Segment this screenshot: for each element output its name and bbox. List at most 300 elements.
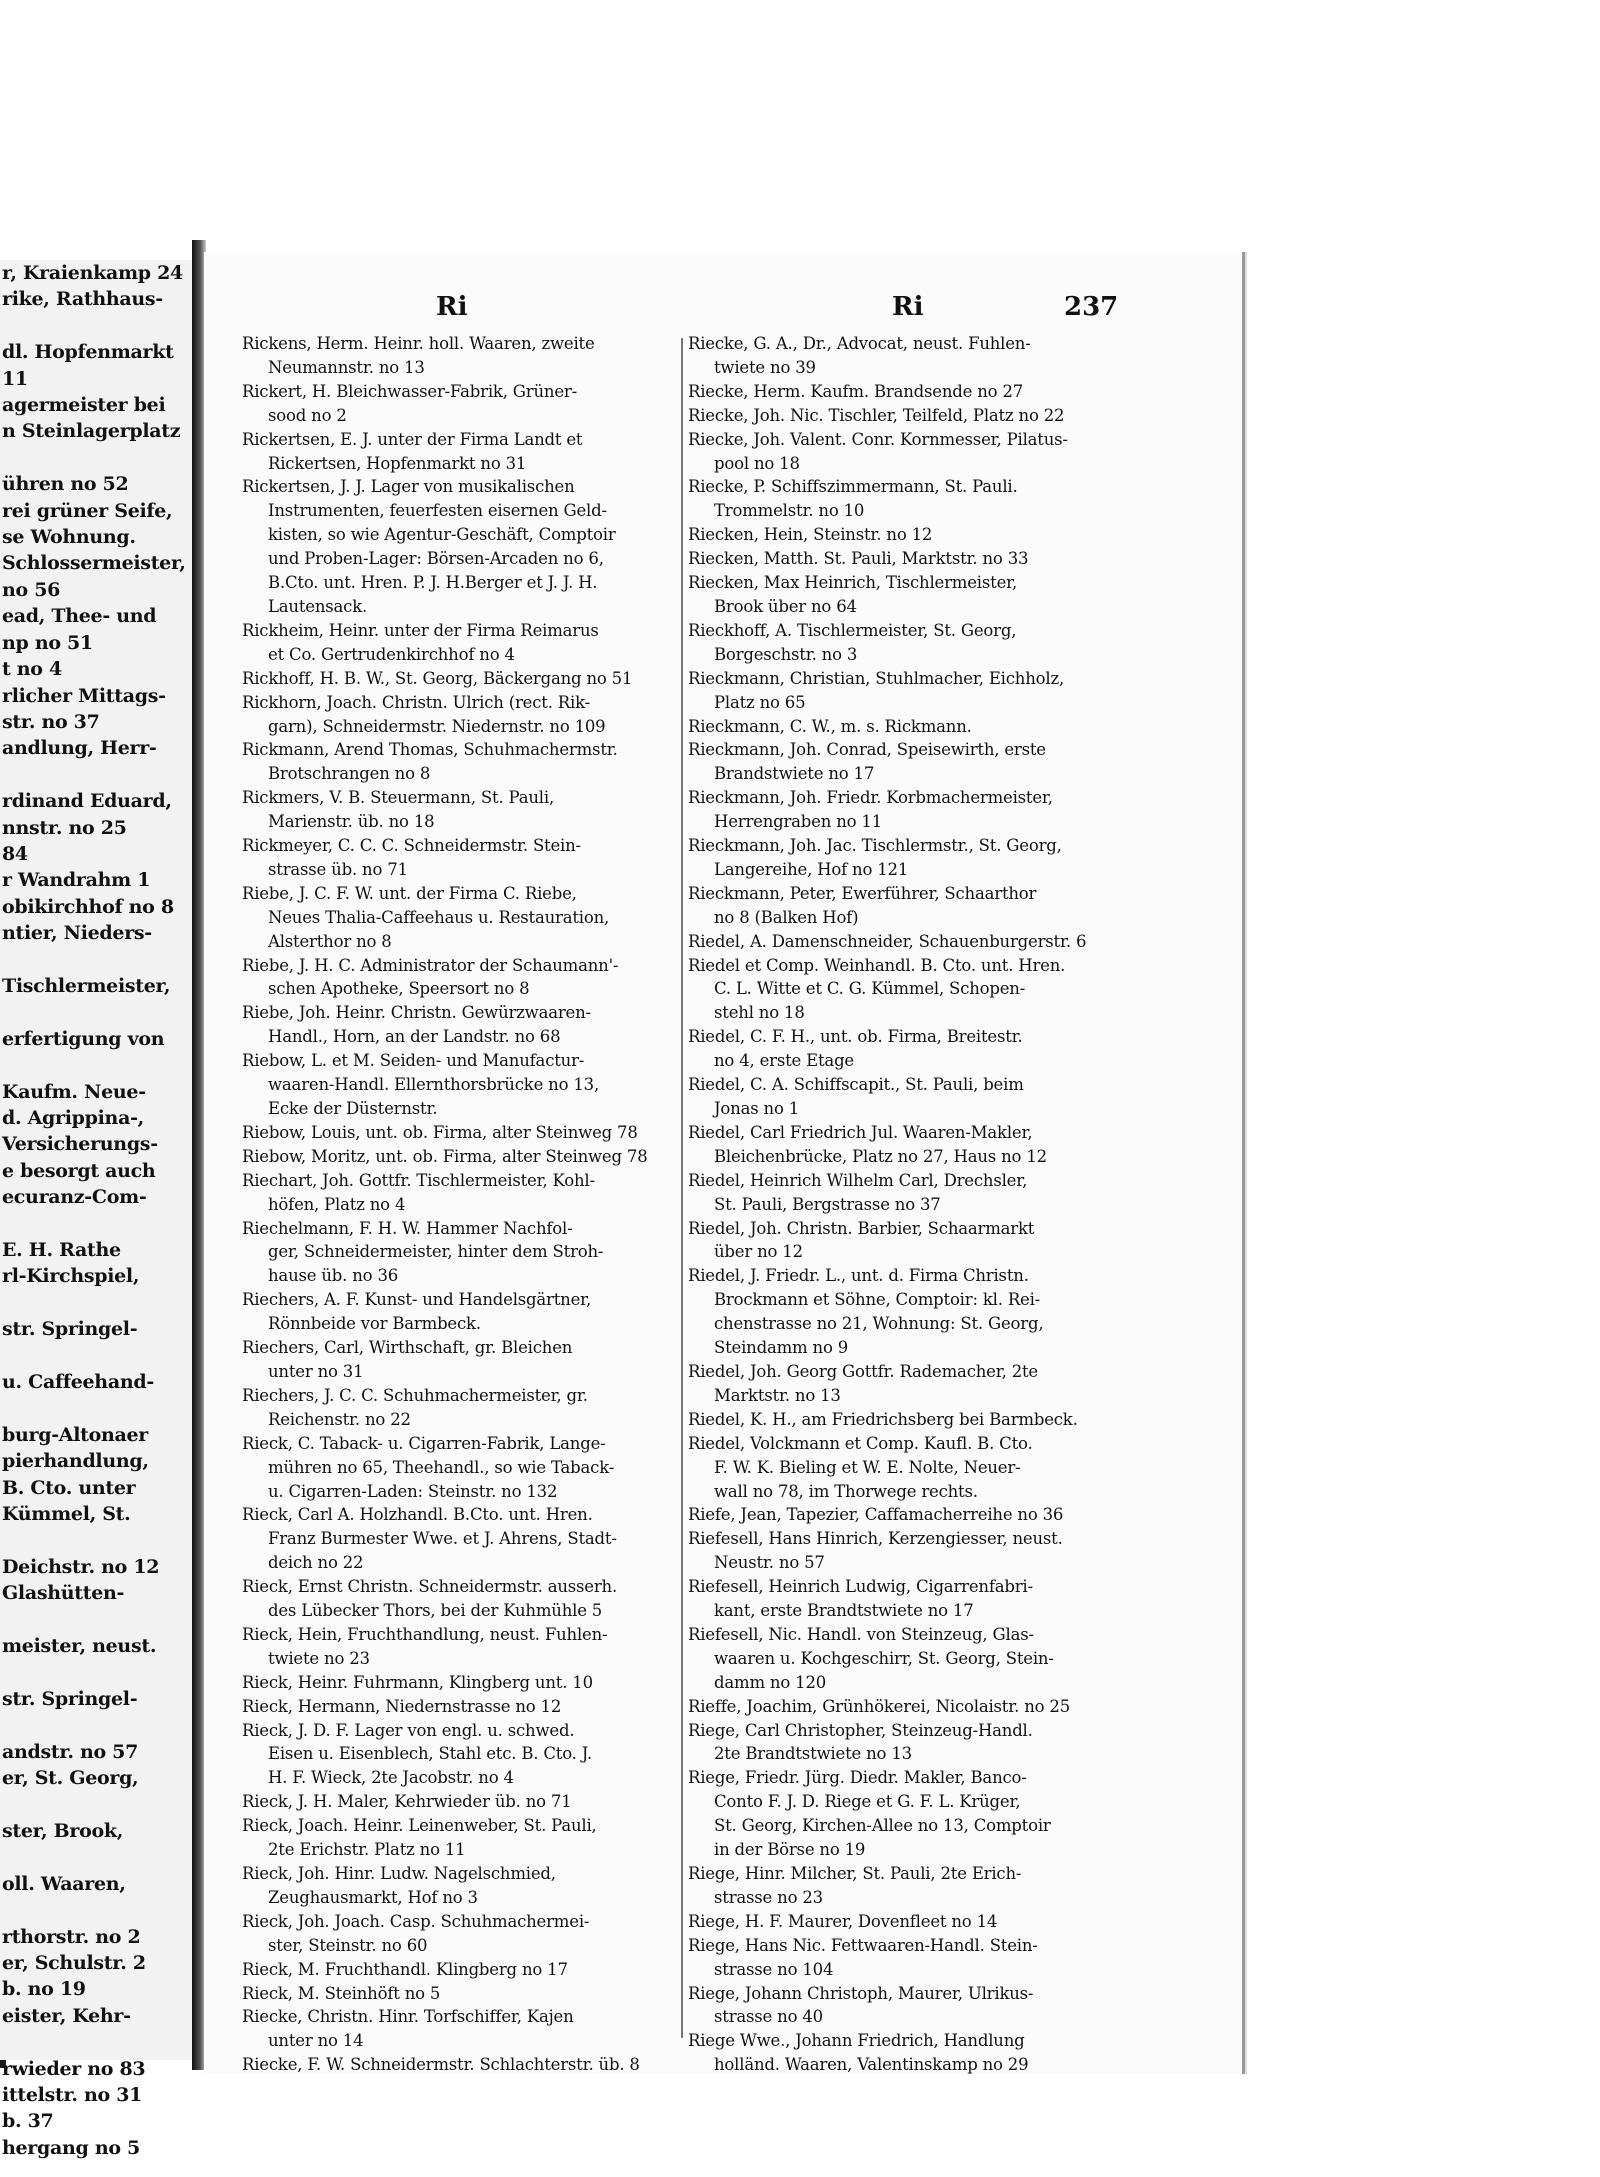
entry-line: waaren u. Kochgeschirr, St. Georg, Stein- [714,1648,1054,1668]
directory-entry [242,2005,678,2053]
fragment-line: ittelstr. no 31 [2,2084,143,2107]
entry-line: Platz no 65 [714,692,806,712]
fragment-line: meister, neust. [2,1635,157,1658]
directory-entry [242,1169,678,1217]
entry-line: ger, Schneidermeister, hinter dem Stroh- [268,1242,604,1262]
fragment-line: er, St. Georg, [2,1767,139,1790]
directory-entry [242,2053,678,2077]
entry-line: Trommelstr. no 10 [714,501,865,521]
entry-line: Riege, Friedr. Jürg. Diedr. Makler, Banco- [688,1768,1027,1788]
fragment-line: Kaufm. Neue- [2,1080,146,1103]
entry-line: in der Börse no 19 [714,1840,866,1860]
fragment-line: Versicherungs- [2,1133,158,1156]
fragment-line [0,1290,192,1316]
fragment-line: rwieder no 83 [2,2057,146,2080]
entry-line: Rickheim, Heinr. unter der Firma Reimarus [242,620,599,640]
entry-line: Riege, Hinr. Milcher, St. Pauli, 2te Erich- [688,1864,1022,1883]
entry-line: Riedel, J. Friedr. L., unt. d. Firma Christn. [688,1266,1029,1286]
fragment-line: se Wohnung. [2,526,136,549]
entry-line: Langereihe, Hof no 121 [714,859,909,879]
fragment-line: u. Caffeehand- [2,1371,154,1394]
fragment-line: Glashütten- [2,1582,125,1605]
directory-entry [242,834,678,882]
entry-line: Franz Burmester Wwe. et J. Ahrens, Stadt- [268,1529,617,1549]
entry-line: Rieckmann, Peter, Ewerführer, Schaarthor [688,883,1037,903]
entry-line: des Lübecker Thors, bei der Kuhmühle 5 [268,1601,603,1621]
entry-line: H. F. Wieck, 2te Jacobstr. no 4 [268,1768,514,1788]
directory-entry [688,2029,1124,2077]
entry-line: Riechers, A. F. Kunst- und Handelsgärtner, [242,1290,592,1310]
entry-line: Riecke, Herm. Kaufm. Brandsende no 27 [688,381,1024,401]
entry-line: Marienstr. üb. no 18 [268,812,435,832]
entry-line: Riedel, A. Damenschneider, Schauenburgerstr. 6 [688,931,1087,951]
fragment-line: str. Springel- [2,1318,138,1341]
fragment-line [0,1712,192,1738]
entry-line: Riedel, Carl Friedrich Jul. Waaren-Makler, [688,1122,1033,1142]
directory-entry [242,1958,678,1982]
running-head-left: Ri [436,292,468,322]
entry-line: strasse üb. no 71 [268,859,408,879]
directory-entry [688,1527,1124,1575]
directory-entry [242,1384,678,1432]
fragment-line: b. no 19 [2,1978,86,2001]
entry-line: Rieckmann, Christian, Stuhlmacher, Eichholz, [688,668,1064,688]
fragment-line: andstr. no 57 [2,1740,139,1763]
directory-entry [688,1910,1124,1934]
directory-entry [688,786,1124,834]
fragment-line [0,1844,192,1870]
entry-line: Rieckmann, Joh. Friedr. Korbmachermeister, [688,788,1053,808]
fragment-line: ntier, Nieders- [2,922,152,945]
fragment-line: ecuranz-Com- [2,1186,147,1209]
directory-entry [688,1360,1124,1408]
entry-line: 2te Brandtstwiete no 13 [714,1744,912,1764]
entry-line: Rieck, M. Fruchthandl. Klingberg no 17 [242,1959,568,1979]
directory-entry [242,619,678,667]
directory-entry [688,1121,1124,1169]
entry-line: Rickmann, Arend Thomas, Schuhmachermstr. [242,740,618,760]
entry-line: Riege Wwe., Johann Friedrich, Handlung [688,2031,1025,2051]
fragment-line: n Steinlagerplatz [2,420,181,443]
directory-entry [242,738,678,786]
directory-entry [688,1695,1124,1719]
directory-entry [688,882,1124,930]
entry-line: Rieck, J. D. F. Lager von engl. u. schwed. [242,1720,575,1740]
entry-line: Rieck, Carl A. Holzhandl. B.Cto. unt. Hren. [242,1505,593,1525]
entry-line: kant, erste Brandtstwiete no 17 [714,1601,974,1621]
fragment-line: rlicher Mittags- [2,684,166,707]
fragment-line [0,1211,192,1237]
entry-line: stehl no 18 [714,1003,805,1023]
entry-line: Reichenstr. no 22 [268,1409,411,1429]
entry-line: Riecke, G. A., Dr., Advocat, neust. Fuhlen- [688,334,1031,353]
entry-line: Neumannstr. no 13 [268,357,425,377]
fragment-line [0,1528,192,1554]
entry-line: ster, Steinstr. no 60 [268,1935,428,1955]
directory-entry [688,738,1124,786]
entry-line: Rickhorn, Joach. Christn. Ulrich (rect. Rik- [242,692,590,712]
entry-line: hause üb. no 36 [268,1266,399,1286]
left-column [242,332,678,2077]
fragment-line: agermeister bei [2,394,166,417]
entry-line: über no 12 [714,1242,803,1262]
entry-line: sood no 2 [268,405,347,425]
entry-line: Riedel, C. A. Schiffscapit., St. Pauli, beim [688,1075,1024,1095]
left-page-fragment [0,260,194,2159]
entry-line: Rieck, Joach. Heinr. Leinenweber, St. Pauli, [242,1816,597,1836]
fragment-line: Deichstr. no 12 [2,1555,160,1578]
entry-line: Lautensack. [268,596,368,616]
entry-line: Brandstwiete no 17 [714,764,875,784]
directory-entry [242,691,678,739]
fragment-line: dl. Hopfenmarkt [2,341,174,364]
entry-line: unter no 31 [268,1361,364,1381]
entry-line: höfen, Platz no 4 [268,1194,406,1214]
directory-entry [688,1025,1124,1073]
entry-line: damm no 120 [714,1672,827,1692]
directory-entry [688,1217,1124,1265]
entry-line: Borgeschstr. no 3 [714,644,858,664]
entry-line: Zeughausmarkt, Hof no 3 [268,1887,478,1907]
fragment-line [0,2029,192,2055]
entry-line: Rickertsen, Hopfenmarkt no 31 [268,453,527,473]
directory-entry [688,619,1124,667]
directory-entry [242,1814,678,1862]
directory-entry [242,882,678,954]
entry-line: Riebow, L. et M. Seiden- und Manufactur- [242,1051,585,1071]
column-divider [681,338,683,2038]
directory-entry [688,428,1124,476]
entry-line: B.Cto. unt. Hren. P. J. H.Berger et J. J. H. [268,573,598,593]
entry-line: Rickertsen, E. J. unter der Firma Landt et [242,429,583,449]
entry-line: Rieck, Hein, Fruchthandlung, neust. Fuhlen- [242,1624,608,1644]
entry-line: Riege, Johann Christoph, Maurer, Ulrikus- [688,1983,1034,2003]
entry-line: Rieck, Joh. Joach. Casp. Schuhmachermei- [242,1911,590,1931]
directory-entry [688,954,1124,1026]
entry-line: Riedel, Volckmann et Comp. Kaufl. B. Cto. [688,1433,1033,1453]
entry-line: Rieck, Ernst Christn. Schneidermstr. ausserh. [242,1577,618,1597]
directory-page [204,252,1245,2074]
entry-line: twiete no 39 [714,357,816,377]
entry-line: Riege, H. F. Maurer, Dovenfleet no 14 [688,1911,998,1931]
entry-line: Marktstr. no 13 [714,1385,841,1405]
entry-line: Riechart, Joh. Gottfr. Tischlermeister, Kohl- [242,1170,595,1190]
entry-line: St. Georg, Kirchen-Allee no 13, Comptoir [714,1816,1051,1836]
entry-line: Rieck, M. Steinhöft no 5 [242,1983,441,2003]
directory-entry [242,1432,678,1504]
directory-entry [688,1408,1124,1432]
entry-line: Eisen u. Eisenblech, Stahl etc. B. Cto. J. [268,1744,592,1764]
directory-entry [242,1982,678,2006]
entry-line: Rönnbeide vor Barmbeck. [268,1314,481,1334]
directory-entry [688,380,1124,404]
entry-line: Rieck, Joh. Hinr. Ludw. Nagelschmied, [242,1864,556,1883]
entry-line: Bleichenbrücke, Platz no 27, Haus no 12 [714,1146,1047,1166]
entry-line: Riebe, J. H. C. Administrator der Schaumann'- [242,955,619,975]
entry-line: Riege, Hans Nic. Fettwaaren-Handl. Stein- [688,1935,1038,1955]
fragment-line: 11 [2,367,28,390]
right-column [688,332,1124,2077]
entry-line: Rickhoff, H. B. W., St. Georg, Bäckergang no 51 [242,668,633,688]
entry-line: holländ. Waaren, Valentinskamp no 29 [714,2055,1029,2075]
fragment-line: ühren no 52 [2,473,129,496]
entry-line: Riedel, K. H., am Friedrichsberg bei Barmbeck. [688,1409,1078,1429]
directory-entry [242,1121,678,1145]
directory-entry [242,1217,678,1289]
fragment-line: erfertigung von [2,1027,165,1050]
directory-entry [688,667,1124,715]
directory-entry [242,1336,678,1384]
entry-line: u. Cigarren-Laden: Steinstr. no 132 [268,1481,558,1501]
entry-line: waaren-Handl. Ellernthorsbrücke no 13, [268,1075,600,1095]
fragment-line: ster, Brook, [2,1819,124,1842]
directory-entry [688,1503,1124,1527]
entry-line: Riefesell, Nic. Handl. von Steinzeug, Glas- [688,1624,1034,1644]
directory-entry [242,954,678,1002]
entry-line: Jonas no 1 [714,1099,800,1118]
fragment-line: pierhandlung, [2,1450,149,1473]
entry-line: Riecke, Joh. Valent. Conr. Kornmesser, Pilatus- [688,429,1068,449]
fragment-line: eister, Kehr- [2,2004,131,2027]
directory-entry [688,1862,1124,1910]
entry-line: Rickert, H. Bleichwasser-Fabrik, Grüner- [242,381,577,401]
directory-entry [242,1695,678,1719]
entry-line: Riebe, Joh. Heinr. Christn. Gewürzwaaren- [242,1003,591,1023]
entry-line: 2te Erichstr. Platz no 11 [268,1840,466,1860]
entry-line: und Proben-Lager: Börsen-Arcaden no 6, [268,549,604,569]
fragment-line: t no 4 [2,658,62,681]
entry-line: wall no 78, im Thorwege rechts. [714,1481,978,1501]
directory-entry [242,1790,678,1814]
fragment-line [0,1343,192,1369]
entry-line: Brotschrangen no 8 [268,764,431,784]
fragment-line: Tischlermeister, [2,974,171,997]
entry-line: Rickertsen, J. J. Lager von musikalischen [242,477,575,497]
entry-line: unter no 14 [268,2031,364,2051]
directory-entry [242,1049,678,1121]
directory-entry [688,1934,1124,1982]
directory-entry [242,1719,678,1791]
fragment-line [0,1897,192,1923]
entry-line: Rickmers, V. B. Steuermann, St. Pauli, [242,788,554,808]
fragment-line [0,1607,192,1633]
fragment-line [0,313,192,339]
entry-line: Rieckmann, Joh. Jac. Tischlermstr., St. Georg, [688,836,1062,856]
directory-entry [242,475,678,618]
fragment-line: d. Agrippina-, [2,1107,144,1129]
directory-entry [688,1575,1124,1623]
entry-line: mühren no 65, Theehandl., so wie Taback- [268,1457,615,1477]
entry-line: kisten, so wie Agentur-Geschäft, Comptoir [268,525,616,545]
fragment-line: rike, Rathhaus- [2,288,163,311]
directory-entry [688,404,1124,428]
entry-line: Riecke, Joh. Nic. Tischler, Teilfeld, Platz no 22 [688,405,1065,425]
directory-entry [688,1719,1124,1767]
entry-line: deich no 22 [268,1553,364,1573]
fragment-line: b. 37 [2,2110,54,2133]
fragment-line: e besorgt auch [2,1159,156,1182]
fragment-line: r, Kraienkamp 24 [2,262,183,284]
directory-entry [688,1432,1124,1504]
fragment-line: rl-Kirchspiel, [2,1265,140,1288]
fragment-line: Kümmel, St. [2,1503,131,1526]
fragment-line: str. no 37 [2,710,100,733]
directory-entry [688,1766,1124,1862]
entry-line: Riefesell, Hans Hinrich, Kerzengiesser, neust. [688,1529,1063,1549]
fragment-line: no 56 [2,578,61,601]
directory-entry [688,475,1124,523]
entry-line: Handl., Horn, an der Landstr. no 68 [268,1027,561,1047]
entry-line: Conto F. J. D. Riege et G. F. L. Krüger, [714,1792,1021,1812]
directory-entry [242,1001,678,1049]
fragment-line: hergang no 5 [2,2136,140,2159]
entry-line: Steindamm no 9 [714,1338,849,1358]
directory-entry [688,715,1124,739]
fragment-line: Schlossermeister, [2,552,186,575]
entry-line: no 8 (Balken Hof) [714,907,859,927]
directory-entry [242,380,678,428]
fragment-line: str. Springel- [2,1687,138,1710]
fragment-line: B. Cto. unter [2,1476,136,1499]
fragment-line: np no 51 [2,631,93,654]
fragment-line: andlung, Herr- [2,737,157,760]
entry-line: Alsterthor no 8 [268,931,392,951]
directory-entry [242,786,678,834]
fragment-line: E. H. Rathe [2,1239,121,1262]
fragment-line: rthorstr. no 2 [2,1925,141,1948]
directory-entry [688,523,1124,547]
directory-entry [688,547,1124,571]
entry-line: Riecke, P. Schiffszimmermann, St. Pauli. [688,477,1018,497]
entry-line: Instrumenten, feuerfesten eisernen Geld- [268,501,607,521]
fragment-line [0,999,192,1025]
entry-line: Herrengraben no 11 [714,812,883,832]
entry-line: Brockmann et Söhne, Comptoir: kl. Rei- [714,1290,1041,1310]
directory-entry [242,1862,678,1910]
directory-entry [242,1623,678,1671]
entry-line: Rieck, Heinr. Fuhrmann, Klingberg unt. 10 [242,1672,593,1692]
fragment-line [0,947,192,973]
entry-line: strasse no 23 [714,1887,823,1907]
entry-line: Rieckmann, C. W., m. s. Rickmann. [688,716,972,736]
entry-line: garn), Schneidermstr. Niedernstr. no 109 [268,716,606,736]
entry-line: Rieck, Hermann, Niedernstrasse no 12 [242,1696,562,1716]
directory-entry [688,1264,1124,1360]
entry-line: et Co. Gertrudenkirchhof no 4 [268,644,515,664]
entry-line: no 4, erste Etage [714,1051,854,1071]
fragment-line: burg-Altonaer [2,1423,149,1446]
entry-line: Riechers, J. C. C. Schuhmachermeister, gr. [242,1385,588,1405]
entry-line: Riecken, Hein, Steinstr. no 12 [688,525,933,545]
entry-line: Riecken, Max Heinrich, Tischlermeister, [688,573,1018,593]
directory-entry [242,1145,678,1169]
directory-entry [242,428,678,476]
directory-entry [688,571,1124,619]
directory-entry [242,1910,678,1958]
entry-line: Riedel et Comp. Weinhandl. B. Cto. unt. Hren. [688,955,1066,975]
directory-entry [688,1169,1124,1217]
entry-line: Rieffe, Joachim, Grünhökerei, Nicolaistr. no 25 [688,1696,1071,1716]
entry-line: strasse no 104 [714,1959,834,1979]
fragment-line [0,1395,192,1421]
fragment-line [0,762,192,788]
directory-entry [688,1073,1124,1121]
directory-entry [242,1575,678,1623]
directory-entry [242,1503,678,1575]
entry-line: Rieck, C. Taback- u. Cigarren-Fabrik, Lange- [242,1433,606,1453]
entry-line: Riedel, Joh. Christn. Barbier, Schaarmarkt [688,1218,1035,1238]
entry-line: Neues Thalia-Caffeehaus u. Restauration, [268,907,610,927]
entry-line: St. Pauli, Bergstrasse no 37 [714,1194,941,1214]
entry-line: Riefe, Jean, Tapezier, Caffamacherreihe no 36 [688,1505,1064,1525]
entry-line: Riechers, Carl, Wirthschaft, gr. Bleichen [242,1338,573,1358]
entry-line: Neustr. no 57 [714,1553,825,1573]
fragment-line: er, Schulstr. 2 [2,1952,146,1974]
entry-line: Ecke der Düsternstr. [268,1099,438,1118]
fragment-line: 84 [2,842,28,865]
entry-line: Rieckhoff, A. Tischlermeister, St. Georg, [688,620,1017,640]
entry-line: Riedel, Joh. Georg Gottfr. Rademacher, 2te [688,1361,1038,1381]
entry-line: Riechelmann, F. H. W. Hammer Nachfol- [242,1218,573,1238]
entry-line: Riebow, Louis, unt. ob. Firma, alter Steinweg 78 [242,1122,638,1142]
fragment-line [0,1052,192,1078]
directory-entry [688,930,1124,954]
directory-entry [688,332,1124,380]
directory-entry [688,834,1124,882]
fragment-line: oll. Waaren, [2,1872,126,1895]
running-head-right: Ri [892,292,924,322]
entry-line: C. L. Witte et C. G. Kümmel, Schopen- [714,979,1026,999]
fragment-line [0,445,192,471]
fragment-line: r Wandrahm 1 [2,869,151,892]
entry-line: Rieckmann, Joh. Conrad, Speisewirth, erste [688,740,1046,760]
entry-line: chenstrasse no 21, Wohnung: St. Georg, [714,1314,1044,1334]
entry-line: Rieck, J. H. Maler, Kehrwieder üb. no 71 [242,1792,572,1812]
entry-line: pool no 18 [714,453,800,473]
directory-entry [242,332,678,380]
entry-line: Rickmeyer, C. C. C. Schneidermstr. Stein- [242,836,581,856]
entry-line: Riecke, F. W. Schneidermstr. Schlachterstr. üb. 8 [242,2055,640,2075]
fragment-line: rdinand Eduard, [2,790,172,813]
page-number: 237 [1064,292,1119,322]
entry-line: strasse no 40 [714,2007,823,2027]
entry-line: twiete no 23 [268,1648,370,1668]
entry-line: Riefesell, Heinrich Ludwig, Cigarrenfabri- [688,1577,1033,1597]
entry-line: Riedel, C. F. H., unt. ob. Firma, Breitestr. [688,1027,1023,1047]
entry-line: schen Apotheke, Speersort no 8 [268,979,530,999]
entry-line: Rickens, Herm. Heinr. holl. Waaren, zweite [242,334,595,353]
directory-entry [242,1288,678,1336]
entry-line: Riege, Carl Christopher, Steinzeug-Handl. [688,1720,1033,1740]
fragment-line [0,1660,192,1686]
fragment-line [0,1792,192,1818]
entry-line: Riebow, Moritz, unt. ob. Firma, alter Steinweg 78 [242,1146,648,1166]
fragment-line: ead, Thee- und [2,605,157,628]
directory-entry [242,667,678,691]
entry-line: Riecken, Matth. St. Pauli, Marktstr. no 33 [688,549,1029,569]
directory-entry [688,1982,1124,2030]
entry-line: Riebe, J. C. F. W. unt. der Firma C. Riebe, [242,883,577,903]
entry-line: F. W. K. Bieling et W. E. Nolte, Neuer- [714,1457,1021,1477]
entry-line: Riecke, Christn. Hinr. Torfschiffer, Kajen [242,2007,574,2027]
running-header [204,292,1204,332]
fragment-line: obikirchhof no 8 [2,895,174,918]
entry-line: Brook über no 64 [714,596,857,616]
directory-entry [688,1623,1124,1695]
directory-entry [242,1671,678,1695]
fragment-line: rei grüner Seife, [2,499,173,522]
fragment-line: nnstr. no 25 [2,816,127,839]
